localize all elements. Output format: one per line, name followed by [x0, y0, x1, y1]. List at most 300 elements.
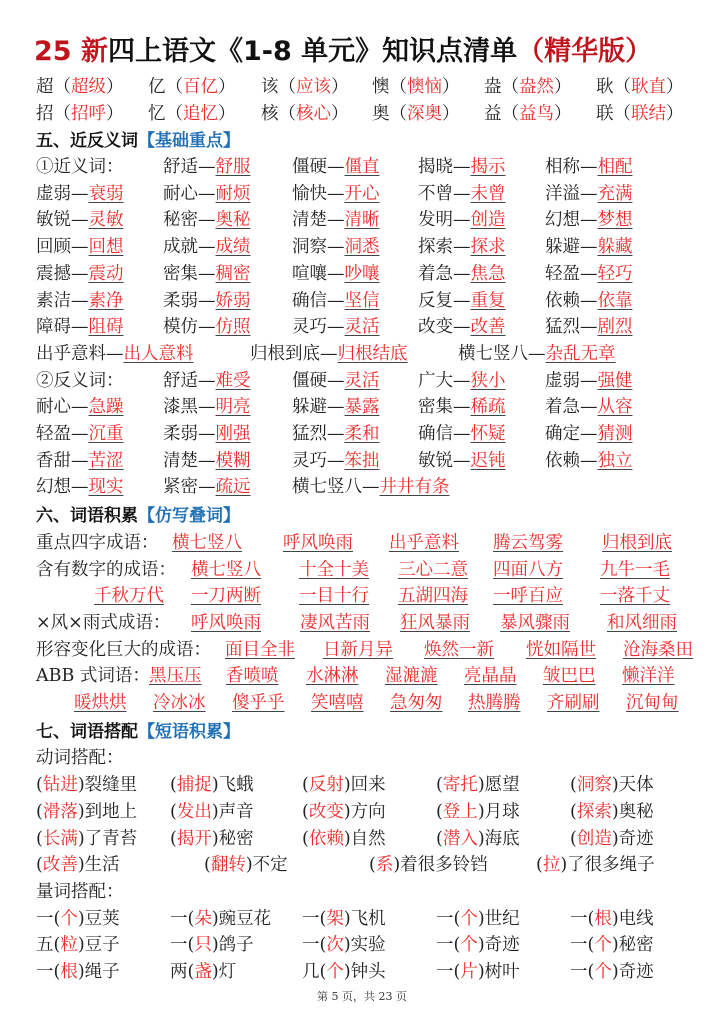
- idiom: 一目十行: [299, 586, 369, 607]
- idiom: 沧海桑田: [623, 639, 693, 660]
- answer-word: 暴露: [344, 397, 380, 418]
- verb-phrase: [570, 826, 654, 852]
- answer-word: 未曾: [470, 183, 506, 204]
- verb-phrase: [302, 826, 386, 852]
- answer-word: 模糊: [215, 450, 251, 471]
- section-heading: [36, 128, 240, 154]
- word: 漆黑—: [163, 397, 216, 418]
- paren: (: [170, 828, 177, 849]
- verb: 拉: [542, 855, 561, 876]
- answer-word: 娇弱: [215, 290, 251, 311]
- paren: (: [36, 801, 43, 822]
- idiom: 傻乎乎: [232, 693, 285, 713]
- word: 虚弱—: [36, 183, 89, 204]
- object: )着很多铃铛: [393, 855, 488, 876]
- idiom: 狂风暴雨: [400, 612, 470, 633]
- object: )灯: [211, 962, 237, 982]
- verb: 改善: [42, 855, 78, 876]
- char-group: [484, 101, 572, 127]
- answer-word: 迟钝: [470, 450, 506, 471]
- object: )豆子: [77, 935, 120, 956]
- example-word: 招呼: [71, 103, 106, 124]
- answer-word: 开心: [344, 183, 380, 204]
- number: 两(: [170, 962, 195, 982]
- paren: (: [536, 855, 543, 876]
- word: 障碍—: [36, 317, 89, 338]
- verb: 系: [375, 855, 394, 876]
- verb-phrase: [436, 826, 520, 852]
- word-pair: [292, 368, 380, 394]
- word-pair: [163, 368, 251, 394]
- paren: (: [36, 855, 43, 876]
- answer-word: 柔和: [344, 424, 380, 444]
- verb: 创造: [576, 828, 612, 849]
- answer-word: 改善: [470, 317, 506, 338]
- answer-word: 阻碍: [88, 317, 124, 338]
- verb-phrase: [36, 799, 137, 825]
- measure-phrase: [170, 959, 236, 985]
- idiom: 千秋万代: [94, 586, 164, 607]
- char-group: [261, 101, 349, 127]
- heading-text: 七、词语搭配: [36, 721, 138, 742]
- idiom: 亮晶晶: [464, 666, 517, 687]
- word: 探索—: [418, 237, 471, 258]
- paren: ）: [106, 77, 124, 97]
- answer-word: 井井有条: [379, 477, 450, 498]
- char-group: [148, 74, 236, 100]
- verb: 捕捉: [176, 775, 212, 796]
- char-group: [372, 74, 460, 100]
- verb: 长满: [42, 828, 78, 849]
- word: 躲避—: [545, 237, 598, 258]
- verb-phrase: [170, 772, 254, 798]
- measure-phrase: [36, 932, 120, 958]
- answer-word: 从容: [597, 397, 633, 418]
- verb-phrase: [436, 772, 520, 798]
- example-word: 联结: [631, 103, 666, 124]
- verb-phrase: [302, 772, 386, 798]
- paren: (: [170, 801, 177, 822]
- idiom: 冷冰冰: [153, 693, 206, 713]
- verb-phrase: [170, 799, 254, 825]
- answer-word: 洞悉: [344, 237, 380, 258]
- object: )生活: [77, 855, 120, 876]
- object: )世纪: [477, 908, 520, 929]
- verb: 反射: [308, 775, 344, 796]
- base-char: 奥（: [372, 103, 407, 124]
- word: 成就—: [163, 237, 216, 258]
- example-word: 核心: [296, 103, 331, 124]
- word-pair: [36, 288, 124, 314]
- idiom: 懒洋洋: [622, 666, 675, 687]
- measure-phrase: [436, 932, 520, 958]
- answer-word: 奥秘: [215, 210, 251, 231]
- answer-word: 剧烈: [597, 317, 633, 338]
- measure-word: 个: [594, 935, 612, 956]
- measure-word: 个: [326, 962, 344, 982]
- base-char: 耿（: [596, 77, 631, 97]
- object: )了青苔: [77, 828, 138, 849]
- answer-word: 清晰: [344, 210, 380, 231]
- word: 洞察—: [292, 237, 345, 258]
- paren: (: [570, 801, 577, 822]
- word-pair: [163, 181, 251, 207]
- word-pair: [36, 394, 124, 420]
- answer-word: 震动: [88, 263, 124, 284]
- idiom: 呼风唤雨: [283, 532, 353, 553]
- answer-word: 相配: [597, 157, 633, 177]
- paren: (: [302, 828, 309, 849]
- answer-word: 稀疏: [470, 397, 506, 418]
- idiom: 九牛一毛: [600, 559, 670, 580]
- answer-word: 仿照: [215, 317, 251, 338]
- idiom: 皱巴巴: [543, 666, 596, 687]
- char-group: [36, 101, 124, 127]
- section-heading: [36, 503, 240, 529]
- number: 一(: [570, 935, 595, 956]
- word-pair: [418, 234, 506, 260]
- object: )豌豆花: [211, 908, 272, 929]
- title-suffix: （精华版）: [517, 36, 653, 67]
- example-word: 应该: [296, 77, 331, 97]
- word: 僵硬—: [292, 370, 345, 391]
- number: 一(: [570, 908, 595, 929]
- object: )飞机: [343, 908, 386, 929]
- word: 归根到底—: [250, 343, 338, 364]
- row-label: ABB 式词语：: [36, 666, 150, 687]
- row-label: ②反义词：: [36, 370, 124, 391]
- word: 灵巧—: [292, 317, 345, 338]
- idiom: 面目全非: [225, 639, 295, 660]
- object: )豆荚: [77, 908, 120, 929]
- object: )秘密: [211, 828, 254, 849]
- row-label: 重点四字成语：: [36, 532, 159, 553]
- word-pair: [292, 421, 380, 447]
- word-pair: [36, 341, 194, 367]
- base-char: 核（: [261, 103, 296, 124]
- object: )回来: [343, 775, 386, 796]
- idiom: 一落千丈: [600, 586, 670, 607]
- answer-word: 急躁: [88, 397, 124, 418]
- answer-word: 笨拙: [344, 450, 380, 471]
- paren: ）: [331, 103, 349, 124]
- verb-phrase: [436, 799, 520, 825]
- paren: (: [570, 775, 577, 796]
- word-pair: [545, 207, 633, 233]
- paren: ）: [554, 103, 572, 124]
- measure-word: 根: [60, 962, 78, 982]
- verb-phrase: [36, 852, 120, 878]
- example-word: 追忆: [183, 103, 218, 124]
- paren: ）: [442, 103, 460, 124]
- word-pair: [418, 368, 506, 394]
- verb-phrase: [204, 852, 288, 878]
- word-pair: [418, 421, 506, 447]
- base-char: 忆（: [148, 103, 183, 124]
- word: 轻盈—: [545, 263, 598, 284]
- answer-word: 难受: [215, 370, 251, 391]
- page-title: [34, 34, 652, 70]
- word-pair: [36, 314, 124, 340]
- idiom: 沉甸甸: [626, 693, 679, 713]
- word-pair: [292, 234, 380, 260]
- idiom: 三心二意: [398, 559, 468, 580]
- number: 五(: [36, 935, 61, 956]
- word-pair: [292, 288, 380, 314]
- idiom: 归根到底: [602, 532, 672, 553]
- word-pair: [163, 154, 251, 180]
- paren: ）: [442, 77, 460, 97]
- char-group: [36, 74, 124, 100]
- base-char: 招（: [36, 103, 71, 124]
- word-pair: [418, 314, 506, 340]
- number: 一(: [302, 935, 327, 956]
- measure-phrase: [36, 959, 120, 985]
- object: )奇迹: [611, 962, 654, 982]
- word-pair: [545, 394, 633, 420]
- base-char: 联（: [596, 103, 631, 124]
- answer-word: 僵直: [344, 157, 380, 177]
- answer-word: 灵活: [344, 370, 380, 391]
- word-pair: [163, 234, 251, 260]
- answer-word: 躲藏: [597, 237, 633, 258]
- answer-word: 明亮: [215, 397, 251, 418]
- word-pair: [418, 288, 506, 314]
- idiom: 急匆匆: [390, 693, 443, 713]
- object: )声音: [211, 801, 254, 822]
- paren: (: [36, 775, 43, 796]
- object: )钟头: [343, 962, 386, 982]
- heading-tag: 【短语积累】: [138, 721, 240, 742]
- verb: 翻转: [210, 855, 246, 876]
- page-footer: 第 5 页，共 23 页: [317, 990, 407, 1003]
- word-pair: [163, 474, 251, 500]
- paren: (: [436, 775, 443, 796]
- word: 舒适—: [163, 370, 216, 391]
- paren: (: [369, 855, 376, 876]
- word: 震撼—: [36, 263, 89, 284]
- answer-word: 焦急: [470, 263, 506, 284]
- idiom: 恍如隔世: [526, 639, 596, 660]
- number: 一(: [36, 908, 61, 929]
- word-pair: [163, 394, 251, 420]
- word-pair: [418, 154, 506, 180]
- paren: ）: [218, 103, 236, 124]
- word: 幻想—: [36, 477, 89, 498]
- word-pair: [418, 207, 506, 233]
- object: )到地上: [77, 801, 138, 822]
- word: 清楚—: [163, 450, 216, 471]
- example-word: 益鸟: [519, 103, 554, 124]
- word: 舒适—: [163, 157, 216, 177]
- object: )不定: [245, 855, 288, 876]
- verb-phrase: [570, 799, 654, 825]
- answer-word: 成绩: [215, 237, 251, 258]
- idiom: 香喷喷: [226, 666, 279, 687]
- section-heading: [36, 719, 240, 745]
- paren: ）: [106, 103, 124, 124]
- idiom: 十全十美: [299, 559, 369, 580]
- object: )愿望: [477, 775, 520, 796]
- word-pair: [545, 234, 633, 260]
- row-label: ①近义词：: [36, 157, 124, 177]
- word: 幻想—: [545, 210, 598, 231]
- idiom: 和风细雨: [607, 612, 677, 633]
- answer-word: 刚强: [215, 424, 251, 444]
- word: 灵巧—: [292, 450, 345, 471]
- base-char: 亿（: [148, 77, 183, 97]
- answer-word: 出人意料: [123, 343, 194, 364]
- word: 躲避—: [292, 397, 345, 418]
- answer-word: 灵活: [344, 317, 380, 338]
- answer-word: 回想: [88, 237, 124, 258]
- answer-word: 舒服: [215, 157, 251, 177]
- verb-phrase: [36, 826, 137, 852]
- object: )树叶: [477, 962, 520, 982]
- word-pair: [292, 474, 450, 500]
- word: 愉快—: [292, 183, 345, 204]
- word-pair: [545, 288, 633, 314]
- word: 依赖—: [545, 450, 598, 471]
- object: )月球: [477, 801, 520, 822]
- word: 着急—: [418, 263, 471, 284]
- word: 确信—: [292, 290, 345, 311]
- word: 相称—: [545, 157, 598, 177]
- word: 素洁—: [36, 290, 89, 311]
- verb-phrase: [302, 799, 386, 825]
- base-char: 懊（: [372, 77, 407, 97]
- base-char: 超（: [36, 77, 71, 97]
- idiom: 日新月异: [323, 639, 393, 660]
- idiom: 一呼百应: [493, 586, 563, 607]
- word: 香甜—: [36, 450, 89, 471]
- word: 横七竖八—: [292, 477, 380, 498]
- idiom: 出乎意料: [389, 532, 459, 553]
- verb: 依赖: [308, 828, 344, 849]
- answer-word: 狭小: [470, 370, 506, 391]
- char-group: [596, 101, 684, 127]
- answer-word: 独立: [597, 450, 633, 471]
- measure-phrase: [436, 959, 520, 985]
- word: 猛烈—: [292, 424, 345, 444]
- verb: 寄托: [442, 775, 478, 796]
- word-pair: [36, 421, 124, 447]
- verb: 滑落: [42, 801, 78, 822]
- word-pair: [292, 261, 380, 287]
- idiom: 四面八方: [493, 559, 563, 580]
- word-pair: [418, 181, 506, 207]
- word-pair: [545, 448, 633, 474]
- verb: 揭开: [176, 828, 212, 849]
- object: )了很多绳子: [560, 855, 655, 876]
- word-pair: [418, 261, 506, 287]
- base-char: 益（: [484, 103, 519, 124]
- verb: 改变: [308, 801, 344, 822]
- word-pair: [163, 261, 251, 287]
- idiom: 横七竖八: [191, 559, 261, 580]
- idiom: 凄风苦雨: [300, 612, 370, 633]
- word-pair: [545, 421, 633, 447]
- idiom: 五湖四海: [398, 586, 468, 607]
- measure-word: 个: [60, 908, 78, 929]
- word: 确定—: [545, 424, 598, 444]
- number: 几(: [302, 962, 327, 982]
- word-pair: [36, 448, 124, 474]
- word-pair: [163, 448, 251, 474]
- heading-text: 五、近反义词: [36, 131, 138, 151]
- answer-word: 素净: [88, 290, 124, 311]
- object: )方向: [343, 801, 386, 822]
- answer-word: 揭示: [470, 157, 506, 177]
- measure-phrase: [570, 959, 654, 985]
- verb-phrase: [536, 852, 655, 878]
- heading-tag: 【仿写叠词】: [138, 506, 240, 527]
- verb: 发出: [176, 801, 212, 822]
- answer-word: 吵嚷: [344, 263, 380, 284]
- number: 一(: [36, 962, 61, 982]
- word: 反复—: [418, 290, 471, 311]
- measure-word: 只: [194, 935, 212, 956]
- verb: 潜入: [442, 828, 478, 849]
- answer-word: 沉重: [88, 424, 124, 444]
- verb: 登上: [442, 801, 478, 822]
- word-pair: [545, 154, 633, 180]
- answer-word: 充满: [597, 183, 633, 204]
- sub-label: 动词搭配：: [36, 748, 124, 769]
- heading-text: 六、词语积累: [36, 506, 138, 527]
- verb: 钻进: [42, 775, 78, 796]
- idiom: 热腾腾: [468, 693, 521, 713]
- paren: ）: [218, 77, 236, 97]
- char-group: [261, 74, 349, 100]
- word-pair: [36, 181, 124, 207]
- number: 一(: [436, 962, 461, 982]
- idiom: 湿漉漉: [385, 666, 438, 687]
- idiom: 黑压压: [149, 666, 202, 687]
- word-pair: [545, 181, 633, 207]
- word: 僵硬—: [292, 157, 345, 177]
- word: 喧嚷—: [292, 263, 345, 284]
- word: 耐心—: [36, 397, 89, 418]
- measure-phrase: [302, 959, 386, 985]
- idiom: 横七竖八: [172, 532, 242, 553]
- char-group: [484, 74, 572, 100]
- verb-phrase: [570, 772, 654, 798]
- answer-word: 轻巧: [597, 263, 633, 284]
- word-pair: [292, 207, 380, 233]
- word: 出乎意料—: [36, 343, 124, 364]
- example-word: 深奥: [407, 103, 442, 124]
- word-pair: [36, 474, 124, 500]
- example-word: 盎然: [519, 77, 554, 97]
- example-word: 懊恼: [407, 77, 442, 97]
- example-word: 百亿: [183, 77, 218, 97]
- measure-phrase: [170, 932, 254, 958]
- word-pair: [36, 261, 124, 287]
- title-main: 四上语文《1-8 单元》知识点清单: [107, 36, 518, 67]
- answer-word: 重复: [470, 290, 506, 311]
- measure-word: 个: [460, 908, 478, 929]
- answer-word: 疏远: [215, 477, 251, 498]
- idiom: 水淋淋: [306, 666, 359, 687]
- word: 敏锐—: [418, 450, 471, 471]
- paren: (: [36, 828, 43, 849]
- idiom: 腾云驾雾: [493, 532, 563, 553]
- row-label: ×风×雨式成语：: [36, 612, 171, 633]
- paren: (: [436, 801, 443, 822]
- answer-word: 探求: [470, 237, 506, 258]
- measure-word: 根: [594, 908, 612, 929]
